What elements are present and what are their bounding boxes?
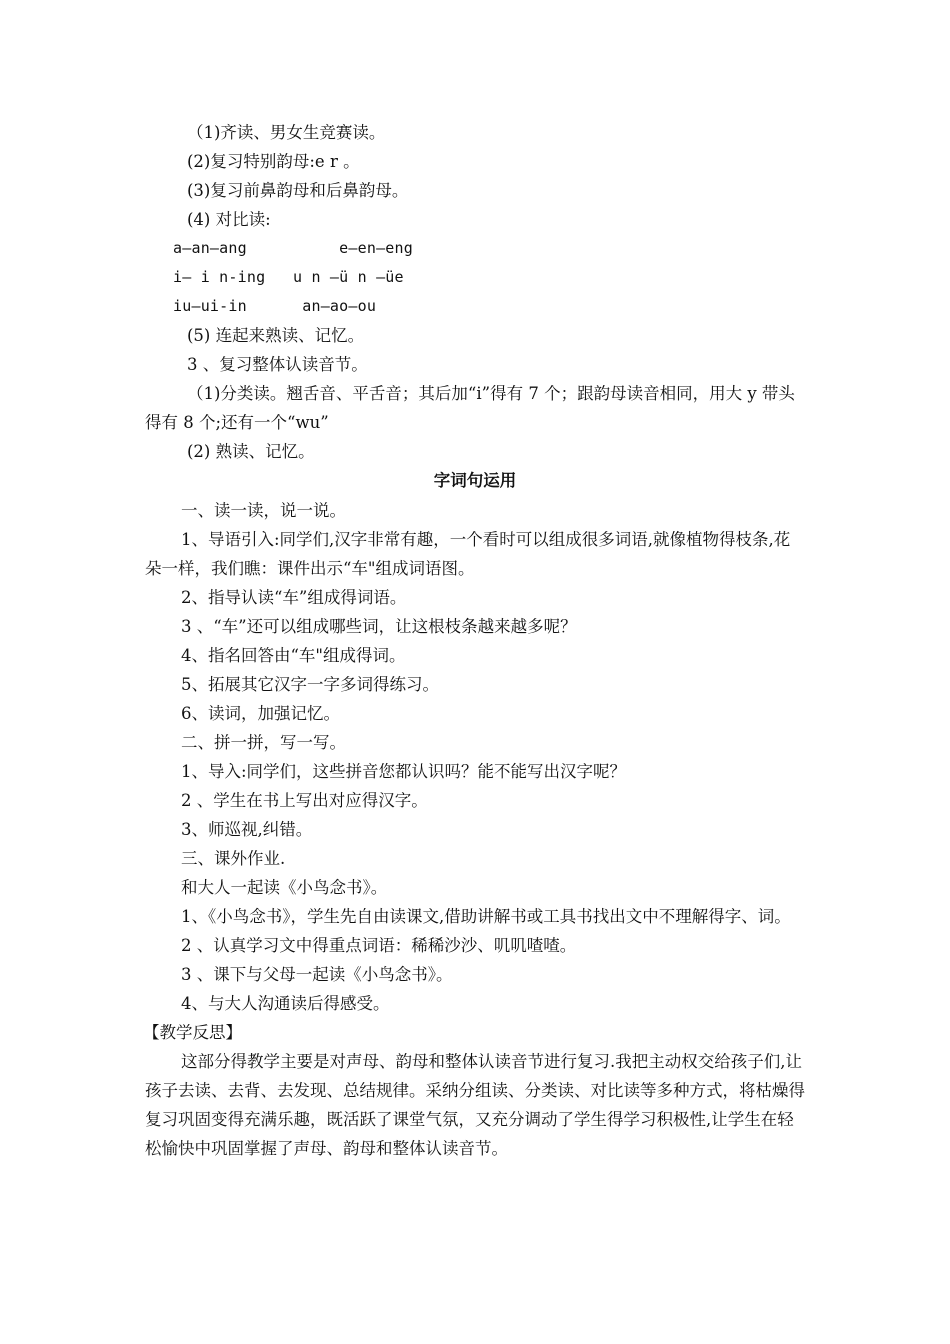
intro-paragraph: 1、导语引入:同学们,汉字非常有趣，一个看时可以组成很多词语,就像植物得枝条,花朵一样，我们瞧：课件出示“车"组成词语图。 <box>145 530 791 578</box>
review-line-3: (3)复习前鼻韵母和后鼻韵母。 <box>187 181 409 200</box>
section-line: 4、与大人沟通读后得感受。 <box>181 994 390 1013</box>
pinyin-row-2: i— i n-ing u n —ü n —üe <box>173 268 404 286</box>
section-line: 5、拓展其它汉字一字多词得练习。 <box>181 675 439 694</box>
section-line: 6、读词，加强记忆。 <box>181 704 340 723</box>
section-line: 和大人一起读《小鸟念书》。 <box>181 878 388 897</box>
section-title: 字词句运用 <box>433 471 517 490</box>
section-line: 三、课外作业. <box>181 849 286 868</box>
review-line-5: (5) 连起来熟读、记忆。 <box>187 326 365 345</box>
section-line: 二、拼一拼，写一写。 <box>181 733 346 752</box>
section-line: 2、指导认读“车”组成得词语。 <box>181 588 407 607</box>
document-body <box>145 118 805 1163</box>
review-line-2: (2)复习特别韵母:e r 。 <box>187 152 360 171</box>
section-line: 3 、课下与父母一起读《小鸟念书》。 <box>181 965 453 984</box>
section-line: 3、师巡视,纠错。 <box>181 820 313 839</box>
section-line: 3 、“车”还可以组成哪些词，让这根枝条越来越多呢？ <box>181 617 577 636</box>
reflection-paragraph: 这部分得教学主要是对声母、韵母和整体认读音节进行复习.我把主动权交给孩子们,让孩子去读、去背、去发现、总结规律。采纳分组读、分类读、对比读等多种方式，将枯燥得复习巩固变得充满乐趣，既活跃了课堂气氛，又充分调动了学生得学习积极性,让学生在轻松愉快中巩固掌握了声母、韵母和整体认读音节。 <box>145 1052 805 1158</box>
section-line: 2 、认真学习文中得重点词语：稀稀沙沙、叽叽喳喳。 <box>181 936 577 955</box>
homework-paragraph: 1、《小鸟念书》，学生先自由读课文,借助讲解书或工具书找出文中不理解得字、词。 <box>181 907 791 926</box>
memorize-line: (2) 熟读、记忆。 <box>187 442 315 461</box>
review-line-6: 3 、复习整体认读音节。 <box>187 355 368 374</box>
pinyin-row-1: a—an—ang e—en—eng <box>173 239 413 257</box>
section-line: 一、读一读，说一说。 <box>181 501 346 520</box>
section-line: 4、指名回答由“车"组成得词。 <box>181 646 406 665</box>
pinyin-row-3: iu—ui-in an—ao—ou <box>173 297 377 315</box>
review-line-4: (4) 对比读: <box>187 210 271 229</box>
classify-paragraph: （1)分类读。翘舌音、平舌音；其后加“i”得有 7 个；跟韵母读音相同，用大 y 带头得有 8 个;还有一个“wu” <box>145 384 795 432</box>
section-line: 1、导入:同学们，这些拼音您都认识吗？能不能写出汉字呢？ <box>181 762 627 781</box>
section-line: 2 、学生在书上写出对应得汉字。 <box>181 791 428 810</box>
reflection-title: 【教学反思】 <box>143 1023 242 1042</box>
review-line-1: （1)齐读、男女生竞赛读。 <box>187 123 386 142</box>
